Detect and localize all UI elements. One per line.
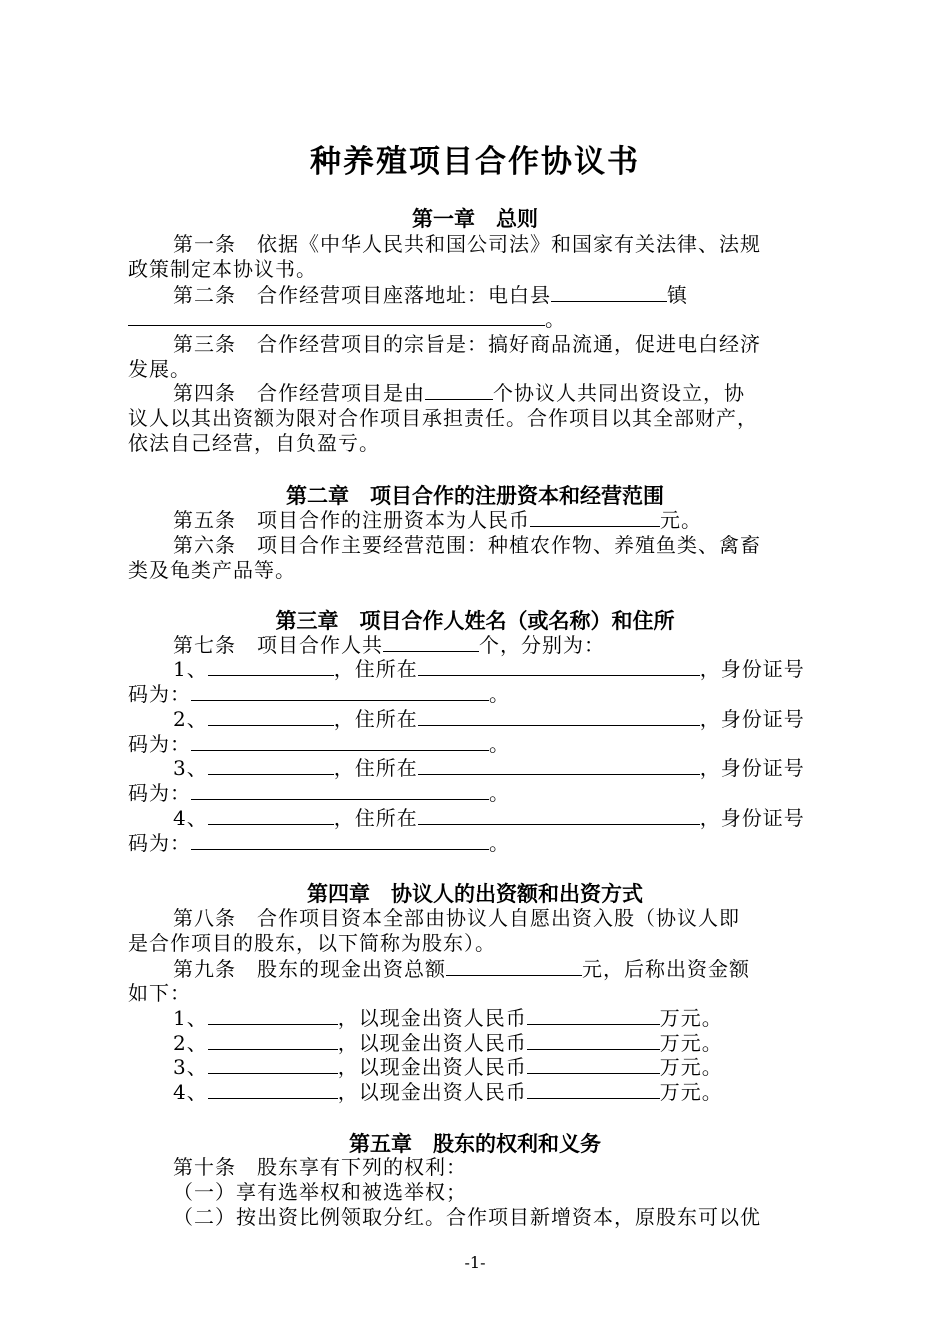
partner-id-row-1: 码为： 。 bbox=[128, 682, 510, 706]
partner-name-blank[interactable] bbox=[208, 707, 334, 726]
partner-id-blank[interactable] bbox=[191, 831, 489, 850]
partner-residence-blank[interactable] bbox=[418, 657, 700, 676]
article-7: 第七条 项目合作人共 个，分别为： bbox=[173, 633, 605, 657]
chapter-2-heading: 第二章 项目合作的注册资本和经营范围 bbox=[286, 484, 664, 508]
article-4-line-1: 第四条 合作经营项目是由 个协议人共同出资设立，协 bbox=[173, 381, 745, 405]
chapter-3-heading: 第三章 项目合作人姓名（或名称）和住所 bbox=[275, 609, 675, 633]
article-9-line-2: 如下： bbox=[128, 981, 191, 1005]
contribution-row-1: 1、 ，以现金出资人民币 万元。 bbox=[173, 1006, 723, 1030]
article-6-line-1: 第六条 项目合作主要经营范围：种植农作物、养殖鱼类、禽畜 bbox=[173, 533, 761, 557]
registered-capital-blank[interactable] bbox=[530, 508, 660, 527]
total-cash-blank[interactable] bbox=[446, 957, 582, 976]
shareholder-name-blank[interactable] bbox=[208, 1080, 338, 1099]
address-blank[interactable] bbox=[128, 307, 545, 326]
partner-row-2: 2、 ，住所在 ，身份证号 bbox=[173, 707, 805, 731]
partner-row-1: 1、 ，住所在 ，身份证号 bbox=[173, 657, 805, 681]
partner-name-blank[interactable] bbox=[208, 806, 334, 825]
article-1-line-1: 第一条 依据《中华人民共和国公司法》和国家有关法律、法规 bbox=[173, 232, 761, 256]
town-blank[interactable] bbox=[551, 283, 667, 302]
right-1: （一）享有选举权和被选举权； bbox=[173, 1180, 467, 1204]
article-2-line-2: 。 bbox=[128, 307, 566, 331]
right-2: （二）按出资比例领取分红。合作项目新增资本，原股东可以优 bbox=[173, 1205, 761, 1229]
partner-id-row-3: 码为： 。 bbox=[128, 781, 510, 805]
article-9-line-1: 第九条 股东的现金出资总额 元，后称出资金额 bbox=[173, 957, 750, 981]
party-count-blank[interactable] bbox=[425, 381, 493, 400]
article-4-line-2: 议人以其出资额为限对合作项目承担责任。合作项目以其全部财产， bbox=[128, 406, 758, 430]
article-3-line-2: 发展。 bbox=[128, 357, 191, 381]
article-3-line-1: 第三条 合作经营项目的宗旨是：搞好商品流通，促进电白经济 bbox=[173, 332, 761, 356]
partner-residence-blank[interactable] bbox=[418, 756, 700, 775]
article-10: 第十条 股东享有下列的权利： bbox=[173, 1155, 467, 1179]
article-6-line-2: 类及龟类产品等。 bbox=[128, 558, 296, 582]
article-2-line-1: 第二条 合作经营项目座落地址：电白县 镇 bbox=[173, 283, 688, 307]
partner-row-3: 3、 ，住所在 ，身份证号 bbox=[173, 756, 805, 780]
article-8-line-1: 第八条 合作项目资本全部由协议人自愿出资入股（协议人即 bbox=[173, 906, 740, 930]
chapter-1-heading: 第一章 总则 bbox=[412, 207, 538, 231]
partner-id-row-4: 码为： 。 bbox=[128, 831, 510, 855]
article-4-line-3: 依法自己经营，自负盈亏。 bbox=[128, 431, 380, 455]
partner-residence-blank[interactable] bbox=[418, 707, 700, 726]
article-5: 第五条 项目合作的注册资本为人民币 元。 bbox=[173, 508, 702, 532]
cash-amount-blank[interactable] bbox=[527, 1031, 660, 1050]
shareholder-name-blank[interactable] bbox=[208, 1055, 338, 1074]
article-1-line-2: 政策制定本协议书。 bbox=[128, 257, 317, 281]
contribution-row-4: 4、 ，以现金出资人民币 万元。 bbox=[173, 1080, 723, 1104]
article-8-line-2: 是合作项目的股东，以下简称为股东）。 bbox=[128, 931, 496, 955]
cash-amount-blank[interactable] bbox=[527, 1055, 660, 1074]
partner-name-blank[interactable] bbox=[208, 657, 334, 676]
partner-id-blank[interactable] bbox=[191, 732, 489, 751]
contribution-row-3: 3、 ，以现金出资人民币 万元。 bbox=[173, 1055, 723, 1079]
chapter-5-heading: 第五章 股东的权利和义务 bbox=[349, 1132, 601, 1156]
partner-name-blank[interactable] bbox=[208, 756, 334, 775]
cash-amount-blank[interactable] bbox=[527, 1080, 660, 1099]
page-number: -1- bbox=[464, 1253, 486, 1272]
contribution-row-2: 2、 ，以现金出资人民币 万元。 bbox=[173, 1031, 723, 1055]
partner-id-row-2: 码为： 。 bbox=[128, 732, 510, 756]
shareholder-name-blank[interactable] bbox=[208, 1006, 338, 1025]
cash-amount-blank[interactable] bbox=[527, 1006, 660, 1025]
document-title: 种养殖项目合作协议书 bbox=[310, 144, 640, 180]
partner-count-blank[interactable] bbox=[383, 633, 479, 652]
shareholder-name-blank[interactable] bbox=[208, 1031, 338, 1050]
chapter-4-heading: 第四章 协议人的出资额和出资方式 bbox=[307, 882, 643, 906]
partner-residence-blank[interactable] bbox=[418, 806, 700, 825]
partner-id-blank[interactable] bbox=[191, 682, 489, 701]
partner-row-4: 4、 ，住所在 ，身份证号 bbox=[173, 806, 805, 830]
partner-id-blank[interactable] bbox=[191, 781, 489, 800]
